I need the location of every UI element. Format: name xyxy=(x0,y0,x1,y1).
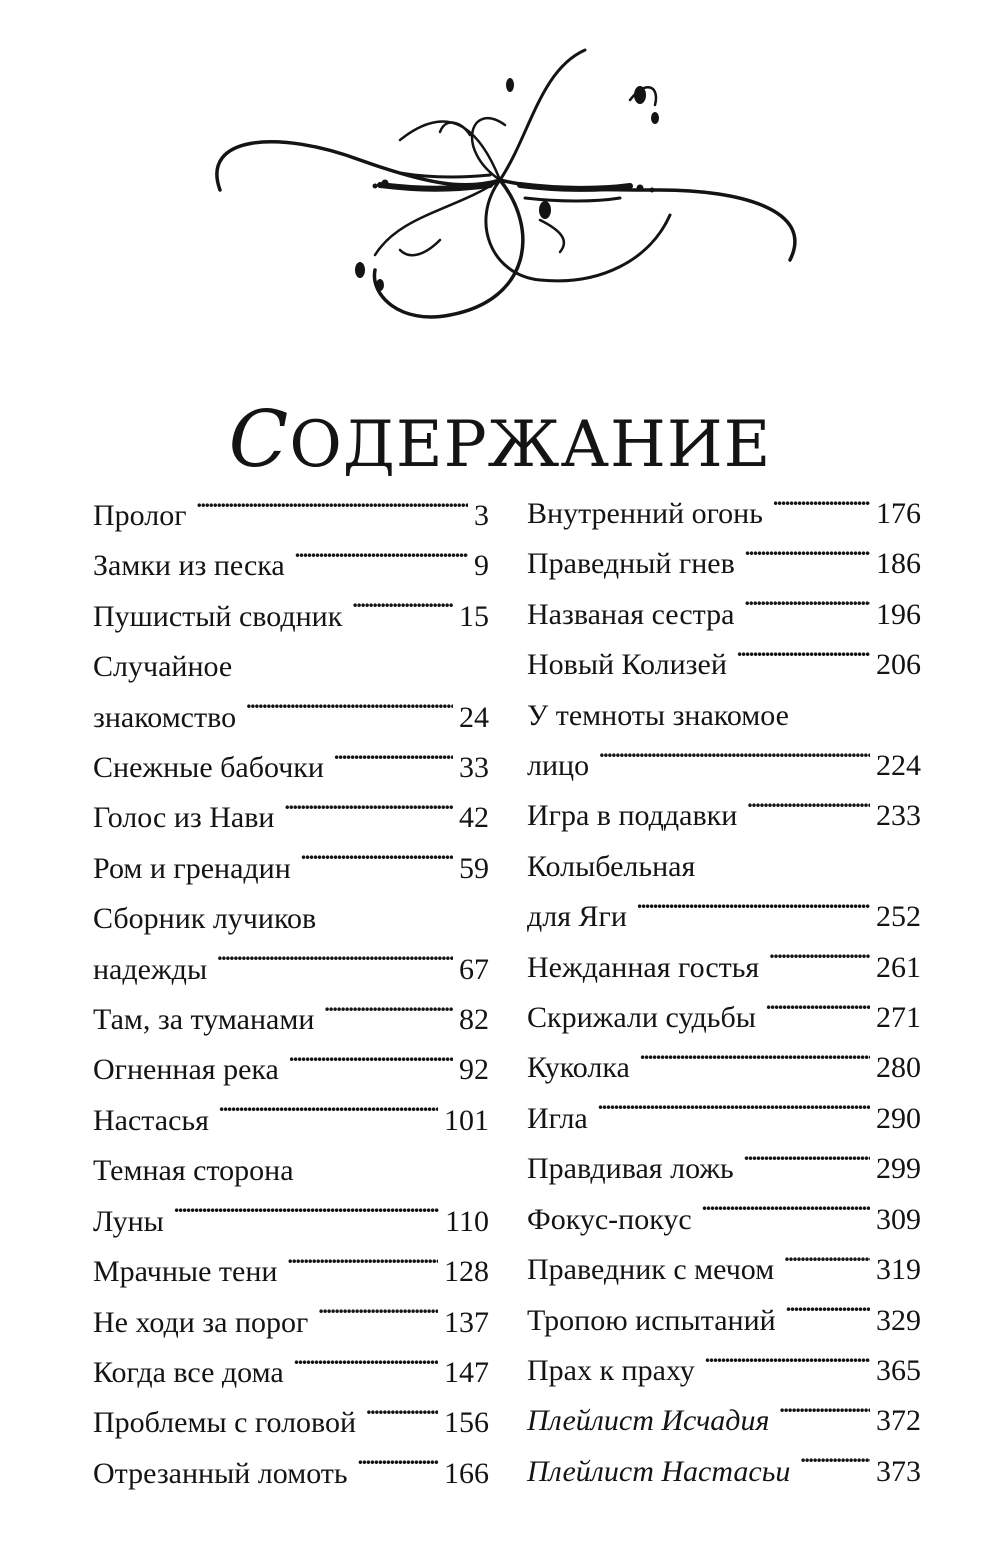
leader-dots xyxy=(217,949,453,979)
toc-entry[interactable] xyxy=(93,1298,489,1348)
toc-entry-page: 309 xyxy=(876,1202,921,1236)
leader-dots xyxy=(800,1451,870,1481)
leader-dots xyxy=(287,1251,438,1281)
toc-entry[interactable] xyxy=(527,791,921,841)
leader-dots xyxy=(744,594,870,624)
toc-entry[interactable] xyxy=(527,1346,921,1396)
toc-entry[interactable] xyxy=(527,691,921,792)
toc-entry-title-line2: знакомство xyxy=(93,700,237,734)
toc-entry[interactable] xyxy=(527,1296,921,1346)
leader-dots xyxy=(352,596,453,626)
toc-entry-title-line1: Сборник лучиков xyxy=(93,902,317,936)
toc-entry[interactable] xyxy=(93,844,489,894)
toc-entry-title: Снежные бабочки xyxy=(93,751,324,785)
toc-entry-page: 372 xyxy=(876,1404,921,1438)
toc-entry-page: 299 xyxy=(876,1152,921,1186)
toc-entry[interactable] xyxy=(93,1348,489,1398)
toc-entry-title: Тропою испытаний xyxy=(527,1303,776,1337)
toc-entry-page: 186 xyxy=(876,547,921,581)
page-title xyxy=(0,395,1000,485)
toc-entry[interactable] xyxy=(93,1398,489,1448)
toc-entry-title: Плейлист Настасьи xyxy=(527,1454,791,1488)
leader-dots xyxy=(747,795,870,825)
toc-entry-page: 101 xyxy=(444,1103,489,1137)
toc-entry-page: 3 xyxy=(474,499,489,532)
toc-entry[interactable] xyxy=(93,1247,489,1297)
toc-right-column xyxy=(527,489,921,1497)
toc-entry[interactable] xyxy=(527,1245,921,1295)
toc-entry[interactable] xyxy=(527,1094,921,1144)
toc-entry[interactable] xyxy=(93,1449,489,1499)
toc-entry[interactable] xyxy=(93,1146,489,1247)
toc-entry-page: 92 xyxy=(459,1053,489,1087)
toc-entry-page: 206 xyxy=(876,648,921,682)
toc-entry-title: Праведный гнев xyxy=(527,547,735,581)
toc-entry-page: 33 xyxy=(459,751,489,785)
toc-entry[interactable] xyxy=(93,1096,489,1146)
toc-entry-title: Куколка xyxy=(527,1051,630,1085)
toc-entry-page: 271 xyxy=(876,1001,921,1035)
toc-entry[interactable] xyxy=(527,1396,921,1446)
leader-dots xyxy=(324,999,453,1029)
flourish-ornament xyxy=(200,40,800,330)
leader-dots xyxy=(779,1400,870,1430)
toc-entry-page: 252 xyxy=(876,900,921,934)
toc-entry-page: 15 xyxy=(459,599,489,633)
leader-dots xyxy=(769,947,870,977)
leader-dots xyxy=(637,896,870,926)
title-rest: ОДЕРЖАНИЕ xyxy=(289,407,772,482)
toc-entry[interactable] xyxy=(527,842,921,943)
toc-entry-title: Голос из Нави xyxy=(93,801,275,835)
toc-entry[interactable] xyxy=(527,1195,921,1245)
leader-dots xyxy=(301,848,453,878)
toc-entry-title: Замки из песка xyxy=(93,549,285,583)
toc-entry-title: Нежданная гостья xyxy=(527,950,760,984)
toc-entry-title: Праведник с мечом xyxy=(527,1253,775,1287)
toc-entry-title: Не ходи за порог xyxy=(93,1305,309,1339)
toc-entry-title: Настасья xyxy=(93,1103,209,1137)
toc-entry-title: Внутренний огонь xyxy=(527,497,763,530)
toc-entry[interactable] xyxy=(93,743,489,793)
leader-dots xyxy=(318,1302,438,1332)
toc-entry-page: 9 xyxy=(474,549,489,583)
title-initial: С xyxy=(228,394,290,485)
toc-entry-title: Прах к праху xyxy=(527,1353,695,1387)
toc-entry[interactable] xyxy=(93,995,489,1045)
toc-entry-page: 290 xyxy=(876,1101,921,1135)
toc-entry[interactable] xyxy=(93,1045,489,1095)
toc-entry-page: 110 xyxy=(445,1204,489,1238)
toc-entry[interactable] xyxy=(527,993,921,1043)
toc-entry-page: 176 xyxy=(876,497,921,530)
toc-entry-title: Новый Колизей xyxy=(527,648,727,682)
toc-entry[interactable] xyxy=(527,1043,921,1093)
leader-dots xyxy=(289,1049,453,1079)
toc-entry-title: Там, за туманами xyxy=(93,1003,315,1037)
toc-entry-title-line2: Луны xyxy=(93,1204,164,1238)
toc-entry-title: Пролог xyxy=(93,499,187,532)
toc-entry-title: Огненная река xyxy=(93,1053,279,1087)
toc-entry-page: 233 xyxy=(876,799,921,833)
toc-entry[interactable] xyxy=(93,894,489,995)
leader-dots xyxy=(295,545,468,575)
toc-entry-title-line1: Случайное xyxy=(93,650,233,684)
toc-entry[interactable] xyxy=(527,590,921,640)
toc-entry-page: 329 xyxy=(876,1303,921,1337)
leader-dots xyxy=(284,797,453,827)
toc-entry-title-line1: Колыбельная xyxy=(527,849,696,883)
leader-dots xyxy=(598,1098,870,1128)
leader-dots xyxy=(745,543,870,573)
toc-entry-title: Проблемы с головой xyxy=(93,1406,357,1440)
toc-entry[interactable] xyxy=(527,1144,921,1194)
toc-entry-title: Скрижали судьбы xyxy=(527,1001,756,1035)
leader-dots xyxy=(702,1199,870,1229)
toc-entry-page: 128 xyxy=(444,1255,489,1289)
toc-entry[interactable] xyxy=(527,489,921,539)
toc-entry[interactable] xyxy=(527,640,921,690)
toc-entry-title-line2: надежды xyxy=(93,952,208,986)
toc-entry-title: Фокус-покус xyxy=(527,1202,692,1236)
toc-entry-page: 196 xyxy=(876,597,921,631)
leader-dots xyxy=(366,1402,438,1432)
toc-entry[interactable] xyxy=(93,541,489,591)
toc-entry-title: Плейлист Исчадия xyxy=(527,1404,770,1438)
leader-dots xyxy=(784,1249,870,1279)
toc-entry-title: Правдивая ложь xyxy=(527,1152,734,1186)
toc-entry-page: 59 xyxy=(459,851,489,885)
toc-entry-page: 67 xyxy=(459,952,489,986)
toc-entry-title-line2: для Яги xyxy=(527,900,627,934)
toc-entry-title: Названая сестра xyxy=(527,597,735,631)
toc-entry[interactable] xyxy=(93,642,489,743)
toc-entry-page: 261 xyxy=(876,950,921,984)
toc-entry-page: 319 xyxy=(876,1253,921,1287)
toc-entry-page: 365 xyxy=(876,1353,921,1387)
toc-entry[interactable] xyxy=(93,491,489,541)
leader-dots xyxy=(737,644,870,674)
toc-entry-title-line1: Темная сторона xyxy=(93,1154,294,1188)
toc-entry-page: 24 xyxy=(459,700,489,734)
toc-entry[interactable] xyxy=(527,1447,921,1497)
leader-dots xyxy=(174,1201,439,1231)
leader-dots xyxy=(705,1350,870,1380)
leader-dots xyxy=(197,495,468,525)
toc-entry[interactable] xyxy=(93,592,489,642)
leader-dots xyxy=(786,1300,870,1330)
toc-entry-title: Игла xyxy=(527,1101,588,1135)
toc-entry-page: 373 xyxy=(876,1454,921,1488)
toc-entry-title: Игра в поддавки xyxy=(527,799,738,833)
toc-entry-title: Когда все дома xyxy=(93,1355,284,1389)
toc-entry[interactable] xyxy=(527,539,921,589)
toc-entry-page: 137 xyxy=(444,1305,489,1339)
toc-entry[interactable] xyxy=(527,943,921,993)
toc-entry-title-line1: У темноты знакомое xyxy=(527,698,789,732)
leader-dots xyxy=(766,997,870,1027)
toc-entry-page: 280 xyxy=(876,1051,921,1085)
leader-dots xyxy=(358,1453,438,1483)
toc-entry-title: Пушистый сводник xyxy=(93,599,343,633)
leader-dots xyxy=(334,747,453,777)
toc-entry-page: 156 xyxy=(444,1406,489,1440)
toc-entry-title-line2: лицо xyxy=(527,749,590,783)
toc-entry-page: 42 xyxy=(459,801,489,835)
leader-dots xyxy=(246,697,453,727)
toc-entry[interactable] xyxy=(93,793,489,843)
leader-dots xyxy=(599,745,870,775)
toc-left-column xyxy=(93,491,489,1499)
toc-entry-title: Ром и гренадин xyxy=(93,851,291,885)
toc-entry-title: Мрачные тени xyxy=(93,1255,278,1289)
toc-entry-page: 166 xyxy=(444,1456,489,1490)
leader-dots xyxy=(744,1148,870,1178)
leader-dots xyxy=(294,1352,438,1382)
toc-entry-page: 82 xyxy=(459,1003,489,1037)
leader-dots xyxy=(640,1047,870,1077)
leader-dots xyxy=(773,493,870,523)
toc-entry-page: 147 xyxy=(444,1355,489,1389)
toc-entry-title: Отрезанный ломоть xyxy=(93,1456,348,1490)
leader-dots xyxy=(219,1100,438,1130)
toc-entry-page: 224 xyxy=(876,749,921,783)
